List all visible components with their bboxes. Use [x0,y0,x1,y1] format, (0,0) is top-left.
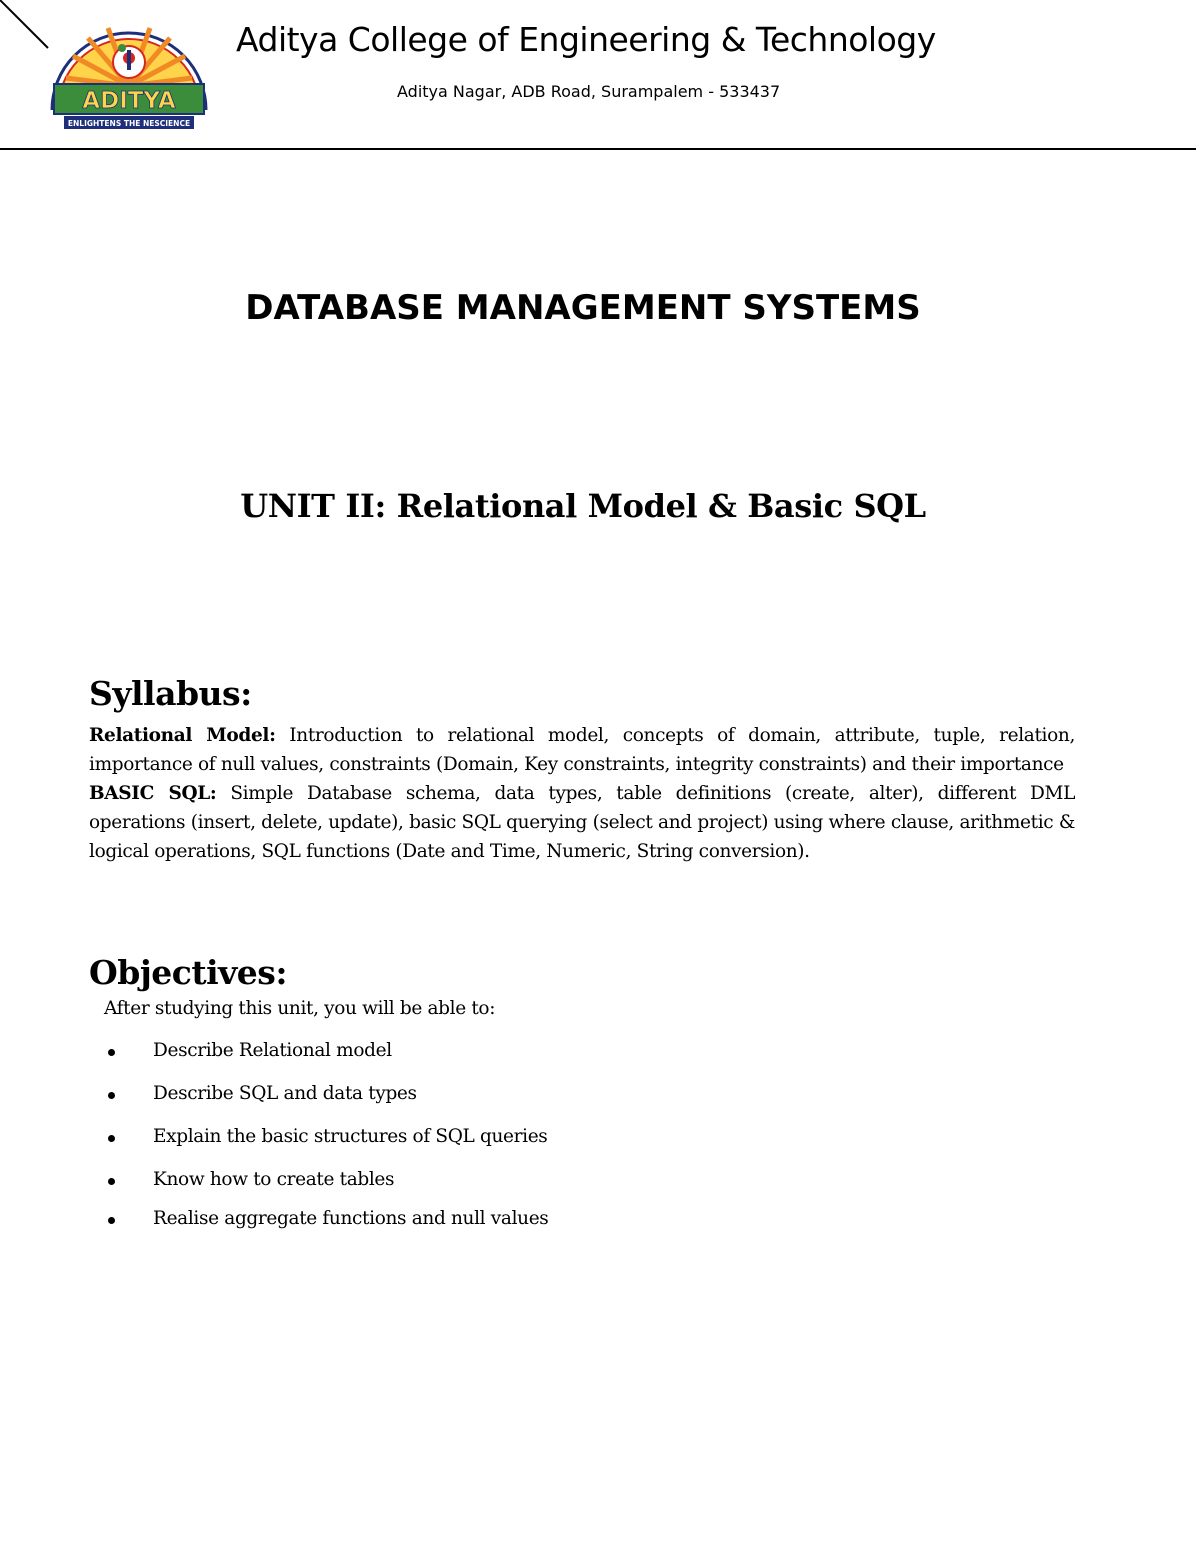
list-item [104,1126,548,1169]
bullet-icon [108,1217,115,1224]
logo-motto: ENLIGHTENS THE NESCIENCE [67,119,191,128]
college-address: Aditya Nagar, ADB Road, Surampalem - 533437 [397,82,781,101]
course-title: DATABASE MANAGEMENT SYSTEMS [245,288,921,328]
syllabus-body [89,721,1075,866]
basic-sql-text: Simple Database schema, data types, table definitions (create, alter), different DML operations (insert, delete, update), basic SQL querying (select and project) using where clause, arithmetic & logical operations, SQL functions (Date and Time, Numeric, String conversion). [89,783,1076,862]
list-item [104,1040,548,1083]
logo-wordmark: ADITYA [82,88,176,114]
relational-model-label: Relational Model: [89,725,276,746]
bullet-icon [108,1049,115,1056]
relational-model-text: Introduction to relational model, concepts of domain, attribute, tuple, relation, importance of null values, constraints (Domain, Key constraints, integrity constraints) and their importance [89,725,1075,775]
syllabus-sql-paragraph [89,779,1075,866]
unit-title: UNIT II: Relational Model & Basic SQL [240,487,926,525]
syllabus-heading: Syllabus: [89,674,252,713]
objectives-heading: Objectives: [89,953,288,992]
objective-text: Describe SQL and data types [153,1083,417,1104]
header-divider [0,148,1196,150]
basic-sql-label: BASIC SQL: [89,783,217,804]
objective-text: Explain the basic structures of SQL queries [153,1126,548,1147]
objectives-intro: After studying this unit, you will be able to: [104,998,496,1019]
objectives-list [104,1040,548,1238]
college-name: Aditya College of Engineering & Technology [236,20,936,59]
objective-text: Know how to create tables [153,1169,395,1190]
bullet-icon [108,1135,115,1142]
bullet-icon [108,1178,115,1185]
syllabus-relational-paragraph [89,721,1075,779]
bullet-icon [108,1092,115,1099]
college-logo [46,18,212,134]
objective-text: Realise aggregate functions and null values [153,1208,549,1229]
list-item [104,1169,548,1208]
objective-text: Describe Relational model [153,1040,392,1061]
list-item [104,1208,548,1238]
list-item [104,1083,548,1126]
